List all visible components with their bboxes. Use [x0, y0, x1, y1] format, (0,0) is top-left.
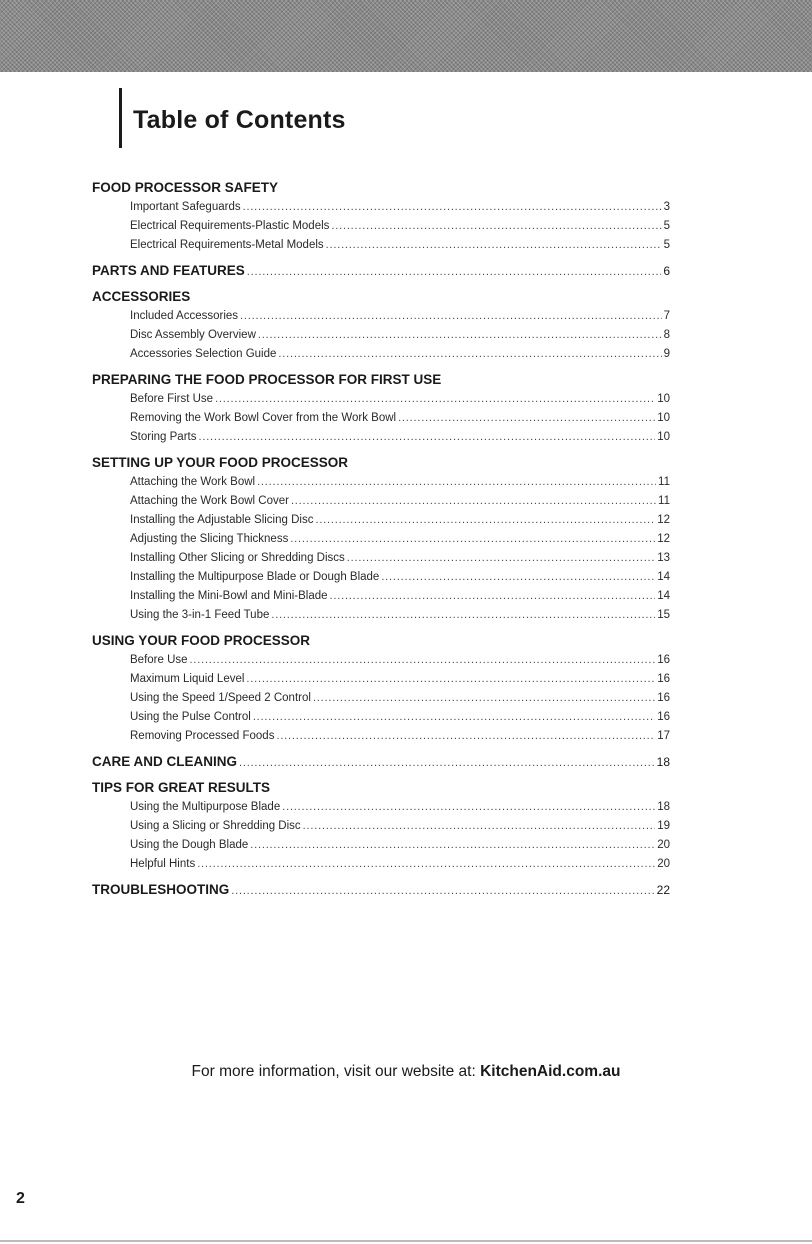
dot-leader — [231, 881, 654, 901]
page-ref: 11 — [658, 476, 670, 488]
toc-entry[interactable] — [92, 217, 670, 236]
toc-entry[interactable] — [92, 390, 670, 409]
toc-section — [92, 752, 670, 772]
page-ref: 16 — [657, 692, 670, 704]
dot-leader — [331, 217, 661, 236]
page-ref: 9 — [663, 348, 670, 360]
section-heading-label: PARTS AND FEATURES — [92, 263, 245, 278]
dot-leader — [291, 492, 656, 511]
page-ref: 15 — [657, 609, 670, 621]
toc-entry-label: Installing the Multipurpose Blade or Dough Blade — [130, 571, 380, 583]
toc-section-heading[interactable] — [92, 880, 670, 900]
page-ref: 14 — [657, 590, 670, 602]
toc-entry-label: Adjusting the Slicing Thickness — [130, 533, 289, 545]
dot-leader — [326, 236, 662, 255]
section-heading-label: FOOD PROCESSOR SAFETY — [92, 180, 279, 195]
page-ref: 18 — [656, 755, 670, 769]
dot-leader — [197, 855, 655, 874]
section-heading-label: SETTING UP YOUR FOOD PROCESSOR — [92, 455, 349, 470]
toc-entry[interactable] — [92, 727, 670, 746]
bottom-divider — [0, 1240, 812, 1242]
toc-entry-label: Helpful Hints — [130, 858, 196, 870]
toc-entry[interactable] — [92, 307, 670, 326]
page-ref: 18 — [657, 801, 670, 813]
toc-entry[interactable] — [92, 689, 670, 708]
toc-entry[interactable] — [92, 708, 670, 727]
toc-entry[interactable] — [92, 836, 670, 855]
toc-entry[interactable] — [92, 492, 670, 511]
toc-section-heading[interactable] — [92, 631, 670, 651]
toc-entry-label: Installing the Adjustable Slicing Disc — [130, 514, 314, 526]
page-ref: 12 — [657, 514, 670, 526]
dot-leader — [258, 326, 662, 345]
toc-entry-label: Maximum Liquid Level — [130, 673, 245, 685]
dot-leader — [398, 409, 655, 428]
footer-text: For more information, visit our website at: — [191, 1063, 481, 1080]
toc-section — [92, 778, 670, 874]
page-ref: 14 — [657, 571, 670, 583]
page-ref: 10 — [657, 431, 670, 443]
page-ref: 17 — [657, 730, 670, 742]
page-ref: 11 — [658, 495, 670, 507]
toc-section — [92, 880, 670, 900]
toc-entry[interactable] — [92, 568, 670, 587]
toc-entry[interactable] — [92, 345, 670, 364]
dot-leader — [253, 708, 655, 727]
dot-leader — [303, 817, 656, 836]
page-ref: 10 — [657, 412, 670, 424]
toc-entry-label: Using the 3-in-1 Feed Tube — [130, 609, 270, 621]
toc-entry-label: Installing Other Slicing or Shredding Discs — [130, 552, 345, 564]
page-ref: 8 — [663, 329, 670, 341]
toc-entry[interactable] — [92, 428, 670, 447]
toc-entry-label: Included Accessories — [130, 310, 239, 322]
page-ref: 10 — [657, 393, 670, 405]
dot-leader — [250, 836, 655, 855]
dot-leader — [347, 549, 655, 568]
section-heading-label: CARE AND CLEANING — [92, 754, 237, 769]
toc-entry-label: Electrical Requirements-Metal Models — [130, 239, 324, 251]
table-of-contents — [92, 178, 670, 900]
dot-leader — [271, 606, 655, 625]
dot-leader — [257, 473, 656, 492]
dot-leader — [276, 727, 655, 746]
dot-leader — [315, 511, 655, 530]
toc-entry[interactable] — [92, 511, 670, 530]
page-title: Table of Contents — [133, 106, 346, 134]
header-band — [0, 0, 812, 72]
dot-leader — [381, 568, 655, 587]
page-ref: 16 — [657, 654, 670, 666]
dot-leader — [198, 428, 655, 447]
dot-leader — [278, 345, 661, 364]
toc-entry-label: Disc Assembly Overview — [130, 329, 256, 341]
page-ref: 20 — [657, 839, 670, 851]
toc-entry-label: Removing the Work Bowl Cover from the Work Bowl — [130, 412, 397, 424]
website-link[interactable]: KitchenAid.com.au — [480, 1063, 621, 1080]
section-heading-label: ACCESSORIES — [92, 289, 191, 304]
dot-leader — [246, 670, 655, 689]
toc-entry[interactable] — [92, 473, 670, 492]
toc-entry[interactable] — [92, 198, 670, 217]
toc-entry[interactable] — [92, 817, 670, 836]
toc-section — [92, 178, 670, 255]
dot-leader — [243, 198, 662, 217]
footer-note — [0, 1063, 812, 1081]
toc-section-heading[interactable] — [92, 178, 670, 198]
toc-entry[interactable] — [92, 855, 670, 874]
toc-section-heading[interactable] — [92, 752, 670, 772]
toc-section-heading[interactable] — [92, 778, 670, 798]
toc-entry-label: Attaching the Work Bowl — [130, 476, 256, 488]
toc-entry-label: Attaching the Work Bowl Cover — [130, 495, 289, 507]
toc-entry-label: Important Safeguards — [130, 201, 241, 213]
toc-entry[interactable] — [92, 236, 670, 255]
section-heading-label: TROUBLESHOOTING — [92, 882, 230, 897]
toc-section — [92, 370, 670, 447]
toc-entry-label: Using the Speed 1/Speed 2 Control — [130, 692, 311, 704]
toc-entry[interactable] — [92, 798, 670, 817]
page-ref: 12 — [657, 533, 670, 545]
page-number: 2 — [16, 1190, 25, 1207]
toc-entry[interactable] — [92, 587, 670, 606]
page-ref: 22 — [656, 883, 670, 897]
toc-entry-label: Before First Use — [130, 393, 214, 405]
toc-entry[interactable] — [92, 606, 670, 625]
page-ref: 16 — [657, 673, 670, 685]
title-accent-bar — [119, 88, 122, 148]
toc-section-heading[interactable] — [92, 261, 670, 281]
toc-entry-label: Using a Slicing or Shredding Disc — [130, 820, 301, 832]
dot-leader — [330, 587, 656, 606]
section-heading-label: TIPS FOR GREAT RESULTS — [92, 780, 271, 795]
toc-entry-label: Installing the Mini-Bowl and Mini-Blade — [130, 590, 328, 602]
toc-entry-label: Using the Dough Blade — [130, 839, 249, 851]
dot-leader — [290, 530, 655, 549]
dot-leader — [239, 753, 655, 773]
toc-section — [92, 631, 670, 746]
page-ref: 5 — [663, 239, 670, 251]
dot-leader — [215, 390, 655, 409]
toc-section — [92, 453, 670, 625]
toc-entry[interactable] — [92, 409, 670, 428]
toc-entry-label: Using the Pulse Control — [130, 711, 251, 723]
toc-section — [92, 261, 670, 281]
toc-entry[interactable] — [92, 549, 670, 568]
dot-leader — [282, 798, 655, 817]
page-ref: 19 — [657, 820, 670, 832]
page-ref: 7 — [663, 310, 670, 322]
dot-leader — [313, 689, 655, 708]
toc-entry[interactable] — [92, 651, 670, 670]
toc-entry-label: Accessories Selection Guide — [130, 348, 277, 360]
page-ref: 16 — [657, 711, 670, 723]
toc-entry-label: Before Use — [130, 654, 188, 666]
page-ref: 5 — [663, 220, 670, 232]
page-ref: 13 — [657, 552, 670, 564]
toc-entry[interactable] — [92, 530, 670, 549]
toc-entry[interactable] — [92, 326, 670, 345]
dot-leader — [247, 262, 662, 282]
toc-section-heading[interactable] — [92, 453, 670, 473]
page-ref: 20 — [657, 858, 670, 870]
toc-entry-label: Storing Parts — [130, 431, 197, 443]
toc-section-heading[interactable] — [92, 370, 670, 390]
dot-leader — [190, 651, 656, 670]
section-heading-label: PREPARING THE FOOD PROCESSOR FOR FIRST USE — [92, 372, 442, 387]
toc-section-heading[interactable] — [92, 287, 670, 307]
dot-leader — [240, 307, 662, 326]
toc-section — [92, 287, 670, 364]
page-ref: 6 — [663, 264, 670, 278]
page-ref: 3 — [663, 201, 670, 213]
toc-entry[interactable] — [92, 670, 670, 689]
toc-entry-label: Removing Processed Foods — [130, 730, 275, 742]
toc-entry-label: Electrical Requirements-Plastic Models — [130, 220, 330, 232]
section-heading-label: USING YOUR FOOD PROCESSOR — [92, 633, 311, 648]
toc-entry-label: Using the Multipurpose Blade — [130, 801, 281, 813]
